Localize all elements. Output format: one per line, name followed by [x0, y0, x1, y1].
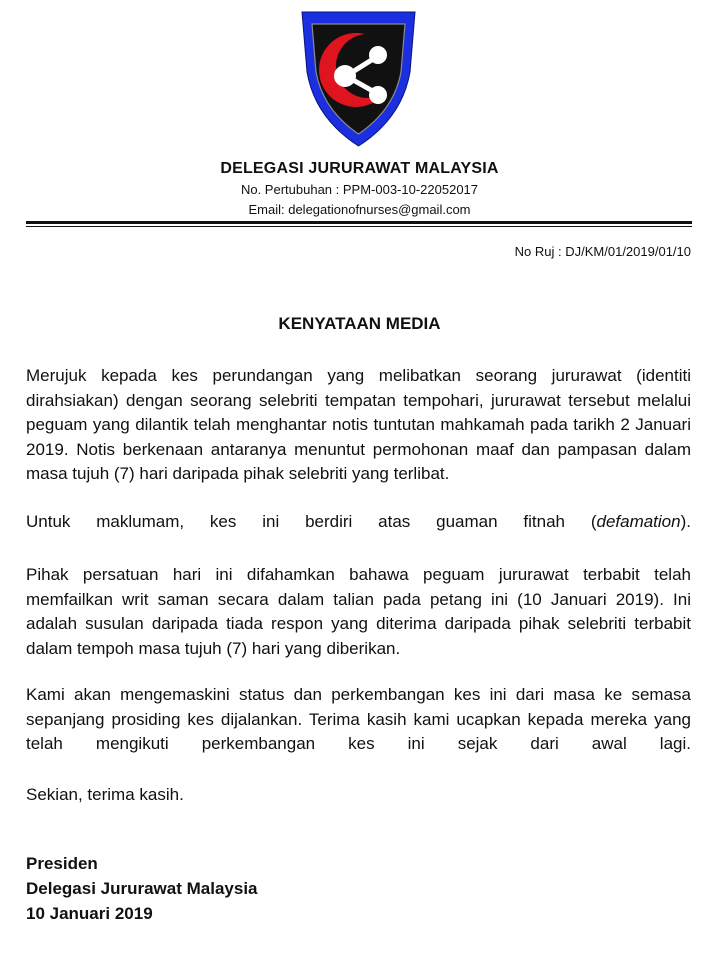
paragraph-3: Pihak persatuan hari ini difahamkan bahawa peguam jururawat terbabit telah memfailkan writ saman secara dalam talian pada petang ini (10 Januari 2019). Ini adalah susulan daripada tiada respon yang diterima daripada pihak selebriti terbabit dalam tempoh masa tujuh (7) hari yang diberikan. — [26, 565, 691, 658]
document-title: KENYATAAN MEDIA — [278, 314, 441, 333]
registration-number: No. Pertubuhan : PPM-003-10-22052017 — [240, 182, 479, 197]
organization-logo — [298, 6, 419, 150]
organization-name: DELEGASI JURURAWAT MALAYSIA — [220, 160, 499, 177]
reference-number: No Ruj : DJ/KM/01/2019/01/10 — [514, 244, 691, 259]
signature-role: Presiden — [26, 854, 98, 873]
paragraph-1: Merujuk kepada kes perundangan yang melibatkan seorang jururawat (identiti dirahsiakan) dengan seorang selebriti tempatan tempohari, jururawat tersebut melalui peguam yang dilantik telah menghantar notis tuntutan mahkamah pada tarikh 2 Januari 2019. Notis berkenaan antaranya menuntut permohonan maaf dan pampasan dalam masa tujuh (7) hari daripada pihak selebriti yang terlibat. — [26, 366, 691, 483]
organization-email: Email: delegationofnurses@gmail.com — [248, 202, 471, 217]
signature-organization: Delegasi Jururawat Malaysia — [26, 879, 258, 898]
paragraph-2 — [26, 510, 691, 535]
paragraph-2-text: Untuk maklumam, kes ini berdiri atas guaman fitnah ( — [26, 512, 597, 531]
paragraph-2-italic: defamation — [596, 512, 681, 531]
header-divider-thin — [26, 226, 692, 227]
paragraph-4: Kami akan mengemaskini status dan perkembangan kes ini dari masa ke semasa sepanjang prosiding kes dijalankan. Terima kasih kami ucapkan kepada mereka yang telah mengikuti perkembangan kes ini sejak dari awal lagi. — [26, 685, 691, 753]
closing-line: Sekian, terima kasih. — [26, 785, 184, 804]
header-divider-thick — [26, 221, 692, 224]
signature-date: 10 Januari 2019 — [26, 904, 153, 923]
paragraph-2-end: ). — [680, 512, 691, 531]
